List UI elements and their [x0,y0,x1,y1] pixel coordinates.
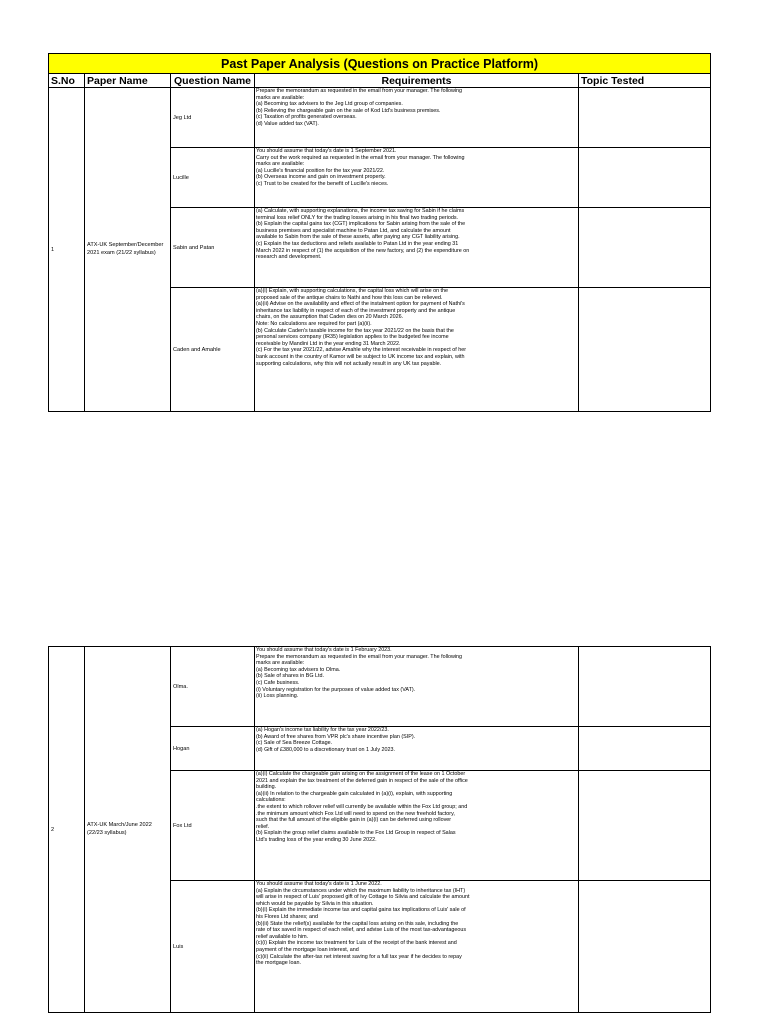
header-paper-name: Paper Name [85,74,171,88]
requirements-cell: (a)(i) Calculate the chargeable gain arising on the assignment of the lease on 1 October 2021 and explain the tax treatment of the deferred gain in respect of the sale of the office building. (a)(ii) In relation to the chargeable gain calculated in (a)(i), explain, with supporting calculations: .the extent to which rollover relief will currently be available within the Fox Ltd group; and .the minimum amount which Fox Ltd will need to spend on the new freehold factory, such that the full amount of the eligible gain in (a)(i) can be deferred using rollover relief. (b) Explain the group relief claims available to the Fox Ltd Group in respect of Salas Ltd's trading loss of the year ending 30 June 2022. [255,771,579,881]
header-question-name: Question Name [171,74,255,88]
question-name-cell: Caden and Amahle [171,288,255,412]
sno-cell: 2 [49,647,85,1013]
question-name-cell: Hogan [171,727,255,771]
header-sno: S.No [49,74,85,88]
requirements-cell: (a) Calculate, with supporting explanations, the income tax saving for Sabin if he claims terminal loss relief ONLY for the trading losses arising in his final two trading periods. (b) Explain the capital gains tax (CGT) implications for Sabin arising from the sale of the business premises and specialist machine to Patan Ltd, and calculate the amount available to Sabin from the sale of these assets, after paying any CGT liability arising. (c) Explain the tax deductions and reliefs available to Patan Ltd in the year ending 31 March 2022 in respect of (1) the acquisition of the new factory, and (2) the expenditure on research and development. [255,208,579,288]
question-name-cell: Luis [171,881,255,1013]
topic-tested-cell [579,88,711,148]
header-requirements: Requirements [255,74,579,88]
question-name-cell: Fox Ltd [171,771,255,881]
paper-name-cell: ATX-UK March/June 2022 (22/23 syllabus) [85,647,171,1013]
requirements-cell: (a)(i) Explain, with supporting calculations, the capital loss which will arise on the proposed sale of the antique chairs to Nathi and how this loss can be relieved. (a)(ii) Advise on the availability and effect of the instalment option for payment of Nathi's inheritance tax liability in respect of each of the investment property and the antique chairs, on the assumption that Caden dies on 20 March 2026. Note: No calculations are required for part (a)(ii). (b) Calculate Caden's taxable income for the tax year 2021/22 on the basis that the personal services company (IR35) legislation applies to the budgeted fee income receivable by Mandini Ltd in the year ending 31 March 2022. (c) For the tax year 2021/22, advise Amahle why the interest receivable in respect of her bank account in the country of Kamor will be subject to UK income tax and explain, with supporting calculations, why this will not actually result in any UK tax payable. [255,288,579,412]
question-name-cell: Jeg Ltd [171,88,255,148]
topic-tested-cell [579,208,711,288]
paper-name-cell: ATX-UK September/December 2021 exam (21/22 syllabus) [85,88,171,412]
page-title: Past Paper Analysis (Questions on Practice Platform) [49,54,711,74]
topic-tested-cell [579,771,711,881]
topic-tested-cell [579,647,711,727]
question-name-cell: Olma. [171,647,255,727]
requirements-cell: You should assume that today's date is 1 September 2021. Carry out the work required as requested in the email from your manager. The following marks are available: (a) Lucille's financial position for the tax year 2021/22. (b) Overseas income and gain on investment property. (c) Trust to be created for the benefit of Lucille's nieces. [255,148,579,208]
topic-tested-cell [579,881,711,1013]
sno-cell: 1 [49,88,85,412]
header-topic-tested: Topic Tested [579,74,711,88]
requirements-cell: You should assume that today's date is 1 February 2023. Prepare the memorandum as requested in the email from your manager. The following marks are available: (a) Becoming tax advisers to Olma. (b) Sale of shares in BG Ltd. (c) Cafe business. (i) Voluntary registration for the purposes of value added tax (VAT). (ii) Loss planning. [255,647,579,727]
question-name-cell: Sabin and Patan [171,208,255,288]
analysis-table-1 [48,53,711,412]
question-name-cell: Lucille [171,148,255,208]
topic-tested-cell [579,288,711,412]
requirements-cell: (a) Hogan's income tax liability for the tax year 2022/23. (b) Award of free shares from VPR plc's share incentive plan (SIP). (c) Sale of Sea Breeze Cottage. (d) Gift of £380,000 to a discretionary trust on 1 July 2023. [255,727,579,771]
topic-tested-cell [579,727,711,771]
requirements-cell: Prepare the memorandum as requested in the email from your manager. The following marks are available: (a) Becoming tax advisers to the Jeg Ltd group of companies. (b) Relieving the chargeable gain on the sale of Kod Ltd's business premises. (c) Taxation of profits generated overseas. (d) Value added tax (VAT). [255,88,579,148]
table-row [49,647,711,727]
table-row [49,88,711,148]
requirements-cell: You should assume that today's date is 1 June 2022. (a) Explain the circumstances under which the maximum liability to inheritance tax (IHT) will arise in respect of Luis' proposed gift of Ivy Cottage to Silvia and calculate the amount which would be payable by Silvia in this situation. (b)(i) Explain the immediate income tax and capital gains tax implications of Luis' sale of his Flores Ltd shares; and (b)(ii) State the relief(s) available for the capital loss arising on this sale, including the rate of tax saved in respect of each relief, and advise Luis of the most tax-advantageous relief available to him. (c)(i) Explain the income tax treatment for Luis of the receipt of the bank interest and payment of the mortgage loan interest, and (c)(ii) Calculate the after-tax net interest saving for a full tax year if he decides to repay the mortgage loan. [255,881,579,1013]
topic-tested-cell [579,148,711,208]
analysis-table-2 [48,646,711,1013]
